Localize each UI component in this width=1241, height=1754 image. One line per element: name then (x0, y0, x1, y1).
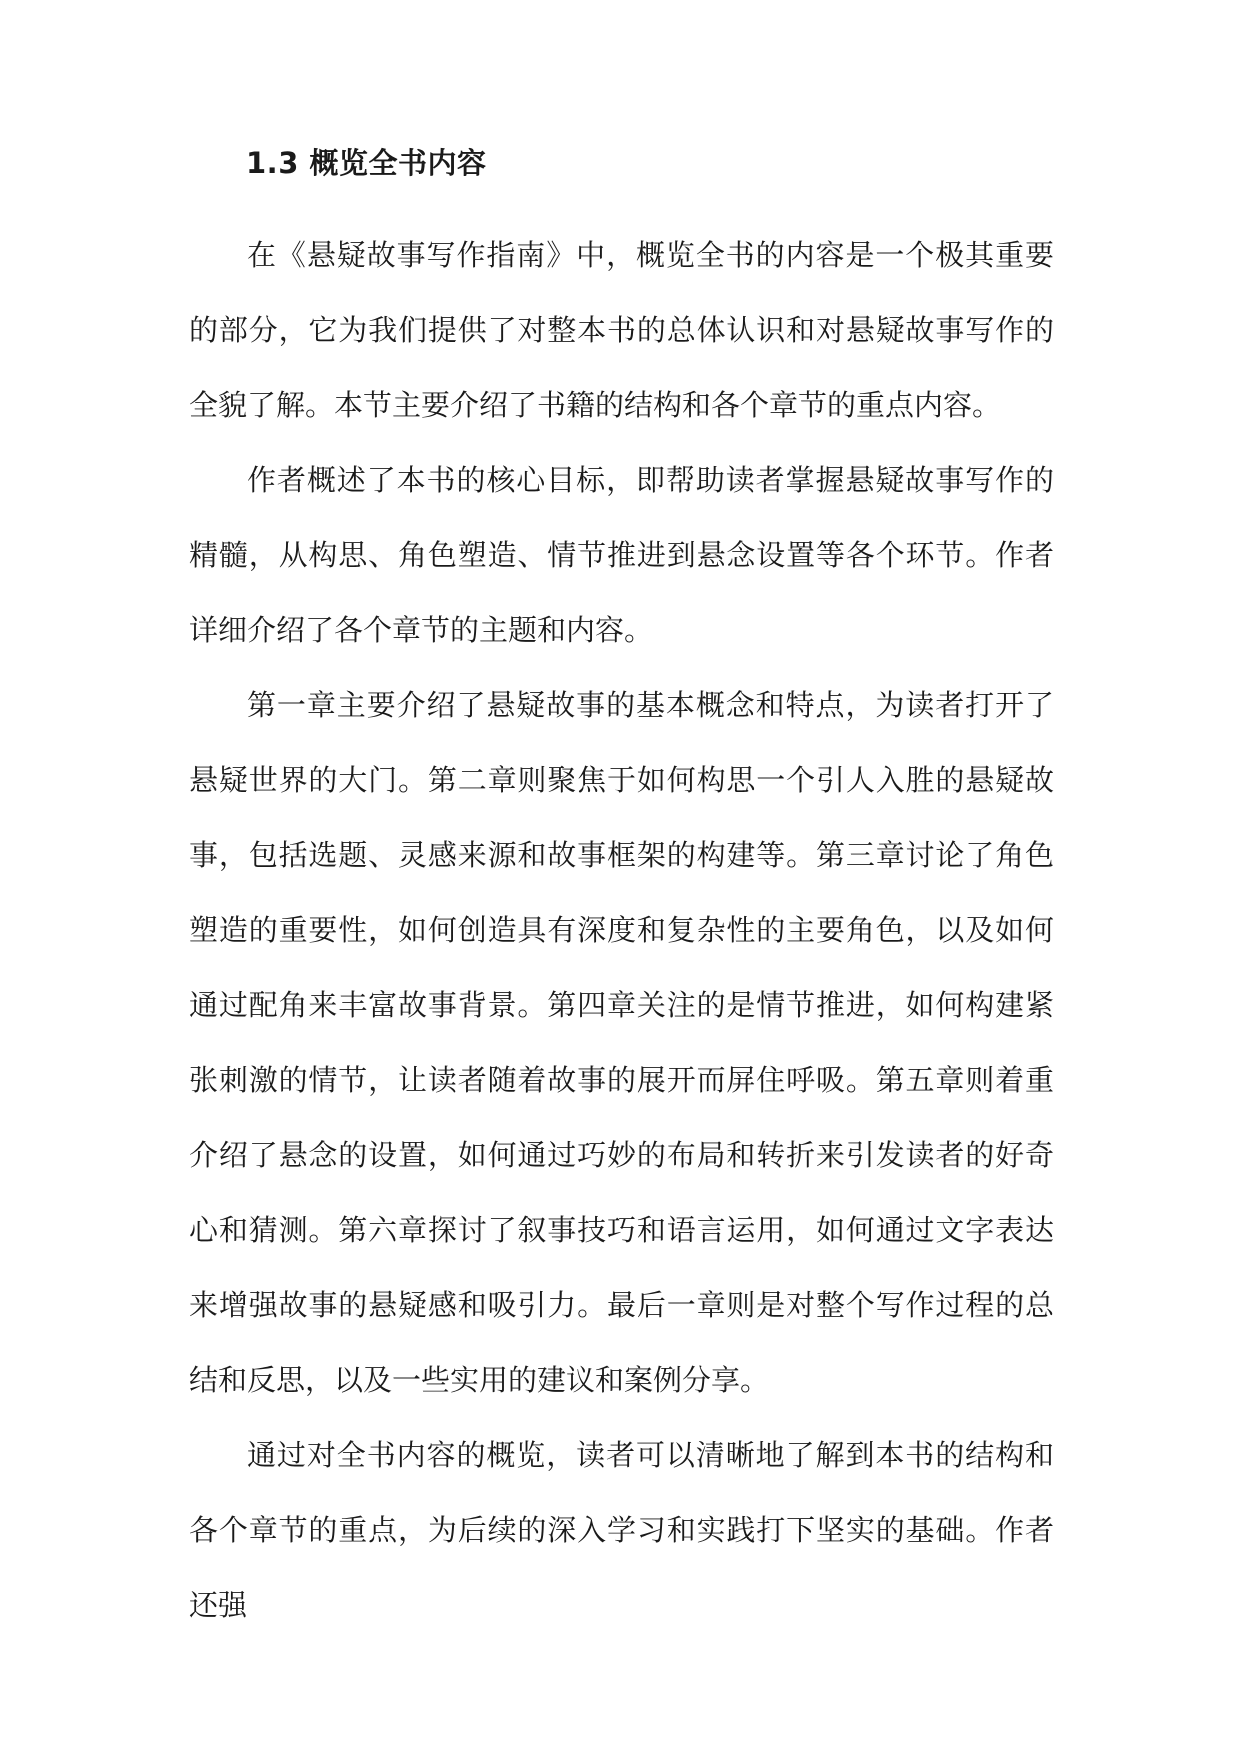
paragraph-chapters: 第一章主要介绍了悬疑故事的基本概念和特点，为读者打开了悬疑世界的大门。第二章则聚焦于如何构思一个引人入胜的悬疑故事，包括选题、灵感来源和故事框架的构建等。第三章讨论了角色塑造的重要性，如何创造具有深度和复杂性的主要角色，以及如何通过配角来丰富故事背景。第四章关注的是情节推进，如何构建紧张刺激的情节，让读者随着故事的展开而屏住呼吸。第五章则着重介绍了悬念的设置，如何通过巧妙的布局和转折来引发读者的好奇心和猜测。第六章探讨了叙事技巧和语言运用，如何通过文字表达来增强故事的悬疑感和吸引力。最后一章则是对整个写作过程的总结和反思，以及一些实用的建议和案例分享。 (189, 688, 1054, 1397)
paragraph-intro: 在《悬疑故事写作指南》中，概览全书的内容是一个极其重要的部分，它为我们提供了对整本书的总体认识和对悬疑故事写作的全貌了解。本节主要介绍了书籍的结构和各个章节的重点内容。 (189, 238, 1054, 422)
paragraph-summary: 通过对全书内容的概览，读者可以清晰地了解到本书的结构和各个章节的重点，为后续的深入学习和实践打下坚实的基础。作者还强 (189, 1438, 1054, 1622)
document-body (189, 143, 1054, 1643)
paragraph-goal: 作者概述了本书的核心目标，即帮助读者掌握悬疑故事写作的精髓，从构思、角色塑造、情节推进到悬念设置等各个环节。作者详细介绍了各个章节的主题和内容。 (189, 463, 1054, 647)
section-heading: 1.3 概览全书内容 (246, 146, 487, 180)
